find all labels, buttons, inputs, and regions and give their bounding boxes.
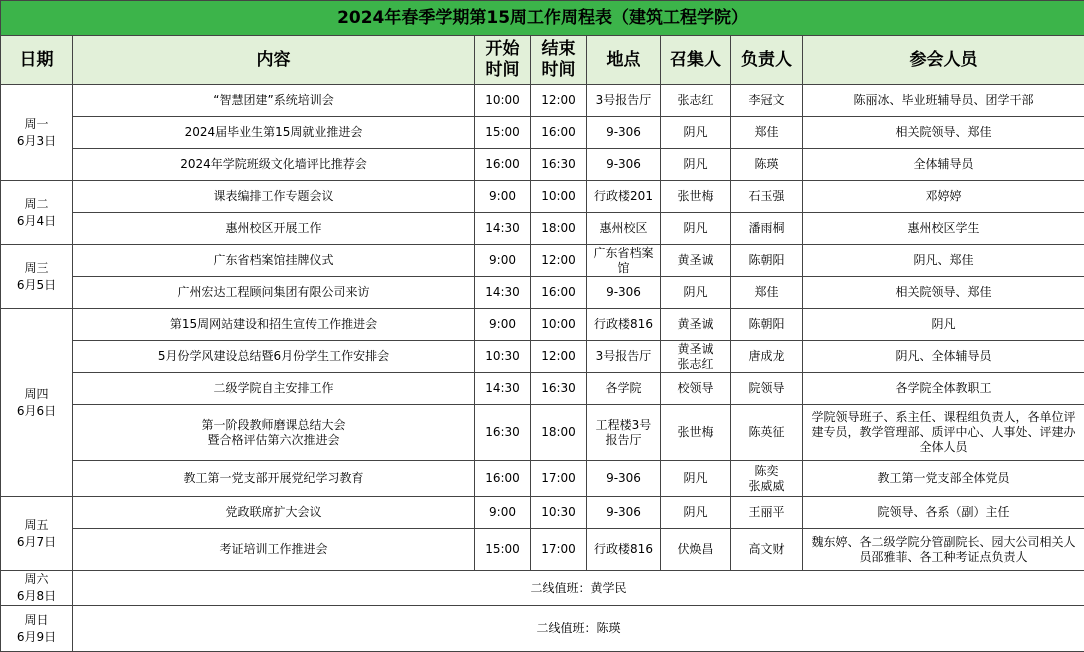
- schedule-title: 2024年春季学期第15周工作周程表（建筑工程学院）: [1, 1, 1084, 36]
- day-cell-sat: 周六 6月8日: [1, 571, 73, 606]
- start-cell: 14:30: [475, 213, 531, 245]
- location-cell: 9-306: [587, 461, 661, 497]
- start-cell: 15:00: [475, 117, 531, 149]
- start-cell: 16:00: [475, 149, 531, 181]
- table-row: [1, 405, 1084, 461]
- attendees-cell: 阴凡: [803, 309, 1084, 341]
- attendees-cell: 邓婷婷: [803, 181, 1084, 213]
- owner-cell: 院领导: [731, 373, 803, 405]
- content-cell: 二级学院自主安排工作: [73, 373, 475, 405]
- start-cell: 14:30: [475, 277, 531, 309]
- owner-cell: 潘雨桐: [731, 213, 803, 245]
- table-row: [1, 341, 1084, 373]
- table-row: [1, 181, 1084, 213]
- attendees-cell: 院领导、各系（副）主任: [803, 497, 1084, 529]
- owner-cell: 陈奕 张威威: [731, 461, 803, 497]
- attendees-cell: 相关院领导、郑佳: [803, 277, 1084, 309]
- end-cell: 16:00: [531, 117, 587, 149]
- attendees-cell: 全体辅导员: [803, 149, 1084, 181]
- header-end-time: 结束 时间: [531, 36, 587, 85]
- owner-cell: 高文财: [731, 529, 803, 571]
- convener-cell: 阴凡: [661, 149, 731, 181]
- table-row: [1, 149, 1084, 181]
- day-cell-sun: 周日 6月9日: [1, 606, 73, 652]
- attendees-cell: 教工第一党支部全体党员: [803, 461, 1084, 497]
- owner-cell: 郑佳: [731, 117, 803, 149]
- header-attendees: 参会人员: [803, 36, 1084, 85]
- table-row: [1, 373, 1084, 405]
- header-owner: 负责人: [731, 36, 803, 85]
- location-cell: 9-306: [587, 117, 661, 149]
- end-cell: 10:30: [531, 497, 587, 529]
- convener-cell: 张世梅: [661, 181, 731, 213]
- day-cell-wed: 周三 6月5日: [1, 245, 73, 309]
- convener-cell: 阴凡: [661, 277, 731, 309]
- content-cell: 第一阶段教师磨课总结大会 暨合格评估第六次推进会: [73, 405, 475, 461]
- owner-cell: 陈朝阳: [731, 245, 803, 277]
- attendees-cell: 魏东婷、各二级学院分管副院长、园大公司相关人员邵雅菲、各工种考证点负责人: [803, 529, 1084, 571]
- start-cell: 9:00: [475, 309, 531, 341]
- attendees-cell: 学院领导班子、系主任、课程组负责人，各单位评建专员，教学管理部、质评中心、人事处、评建办全体人员: [803, 405, 1084, 461]
- table-row: [1, 85, 1084, 117]
- start-cell: 16:00: [475, 461, 531, 497]
- content-cell: 党政联席扩大会议: [73, 497, 475, 529]
- attendees-cell: 惠州校区学生: [803, 213, 1084, 245]
- location-cell: 9-306: [587, 277, 661, 309]
- location-cell: 行政楼201: [587, 181, 661, 213]
- convener-cell: 张世梅: [661, 405, 731, 461]
- table-row: [1, 497, 1084, 529]
- end-cell: 16:00: [531, 277, 587, 309]
- start-cell: 10:30: [475, 341, 531, 373]
- table-row: [1, 213, 1084, 245]
- owner-cell: 李冠文: [731, 85, 803, 117]
- content-cell: 5月份学风建设总结暨6月份学生工作安排会: [73, 341, 475, 373]
- table-row: [1, 461, 1084, 497]
- end-cell: 18:00: [531, 405, 587, 461]
- table-row: [1, 529, 1084, 571]
- owner-cell: 陈瑛: [731, 149, 803, 181]
- table-row: [1, 277, 1084, 309]
- convener-cell: 阴凡: [661, 117, 731, 149]
- content-cell: 课表编排工作专题会议: [73, 181, 475, 213]
- end-cell: 17:00: [531, 461, 587, 497]
- header-content: 内容: [73, 36, 475, 85]
- location-cell: 9-306: [587, 149, 661, 181]
- location-cell: 工程楼3号 报告厅: [587, 405, 661, 461]
- content-cell: 教工第一党支部开展党纪学习教育: [73, 461, 475, 497]
- start-cell: 9:00: [475, 245, 531, 277]
- owner-cell: 唐成龙: [731, 341, 803, 373]
- convener-cell: 阴凡: [661, 497, 731, 529]
- content-cell: 惠州校区开展工作: [73, 213, 475, 245]
- content-cell: 考证培训工作推进会: [73, 529, 475, 571]
- location-cell: 3号报告厅: [587, 85, 661, 117]
- convener-cell: 张志红: [661, 85, 731, 117]
- owner-cell: 陈朝阳: [731, 309, 803, 341]
- location-cell: 惠州校区: [587, 213, 661, 245]
- convener-cell: 伏焕昌: [661, 529, 731, 571]
- owner-cell: 石玉强: [731, 181, 803, 213]
- table-row: [1, 117, 1084, 149]
- convener-cell: 阴凡: [661, 461, 731, 497]
- content-cell: 广东省档案馆挂牌仪式: [73, 245, 475, 277]
- start-cell: 14:30: [475, 373, 531, 405]
- convener-cell: 阴凡: [661, 213, 731, 245]
- end-cell: 18:00: [531, 213, 587, 245]
- location-cell: 广东省档案 馆: [587, 245, 661, 277]
- location-cell: 各学院: [587, 373, 661, 405]
- duty-cell: 二线值班：黄学民: [73, 571, 1084, 606]
- end-cell: 16:30: [531, 373, 587, 405]
- table-row: [1, 571, 1084, 606]
- table-row: [1, 309, 1084, 341]
- content-cell: “智慧团建”系统培训会: [73, 85, 475, 117]
- attendees-cell: 各学院全体教职工: [803, 373, 1084, 405]
- content-cell: 2024届毕业生第15周就业推进会: [73, 117, 475, 149]
- owner-cell: 陈英征: [731, 405, 803, 461]
- owner-cell: 郑佳: [731, 277, 803, 309]
- start-cell: 16:30: [475, 405, 531, 461]
- day-cell-thu: 周四 6月6日: [1, 309, 73, 497]
- header-start-time: 开始 时间: [475, 36, 531, 85]
- duty-cell: 二线值班：陈瑛: [73, 606, 1084, 652]
- end-cell: 17:00: [531, 529, 587, 571]
- day-cell-mon: 周一 6月3日: [1, 85, 73, 181]
- end-cell: 12:00: [531, 341, 587, 373]
- attendees-cell: 阴凡、郑佳: [803, 245, 1084, 277]
- end-cell: 10:00: [531, 309, 587, 341]
- location-cell: 9-306: [587, 497, 661, 529]
- day-cell-fri: 周五 6月7日: [1, 497, 73, 571]
- header-location: 地点: [587, 36, 661, 85]
- attendees-cell: 相关院领导、郑佳: [803, 117, 1084, 149]
- end-cell: 10:00: [531, 181, 587, 213]
- location-cell: 行政楼816: [587, 309, 661, 341]
- content-cell: 广州宏达工程顾问集团有限公司来访: [73, 277, 475, 309]
- convener-cell: 校领导: [661, 373, 731, 405]
- header-date: 日期: [1, 36, 73, 85]
- owner-cell: 王丽平: [731, 497, 803, 529]
- day-cell-tue: 周二 6月4日: [1, 181, 73, 245]
- content-cell: 2024年学院班级文化墙评比推荐会: [73, 149, 475, 181]
- attendees-cell: 阴凡、全体辅导员: [803, 341, 1084, 373]
- location-cell: 3号报告厅: [587, 341, 661, 373]
- start-cell: 15:00: [475, 529, 531, 571]
- location-cell: 行政楼816: [587, 529, 661, 571]
- table-row: [1, 606, 1084, 652]
- start-cell: 9:00: [475, 497, 531, 529]
- header-convener: 召集人: [661, 36, 731, 85]
- start-cell: 9:00: [475, 181, 531, 213]
- content-cell: 第15周网站建设和招生宣传工作推进会: [73, 309, 475, 341]
- table-row: [1, 245, 1084, 277]
- end-cell: 16:30: [531, 149, 587, 181]
- convener-cell: 黄圣诚: [661, 245, 731, 277]
- attendees-cell: 陈丽冰、毕业班辅导员、团学干部: [803, 85, 1084, 117]
- start-cell: 10:00: [475, 85, 531, 117]
- convener-cell: 黄圣诚: [661, 309, 731, 341]
- end-cell: 12:00: [531, 85, 587, 117]
- convener-cell: 黄圣诚 张志红: [661, 341, 731, 373]
- end-cell: 12:00: [531, 245, 587, 277]
